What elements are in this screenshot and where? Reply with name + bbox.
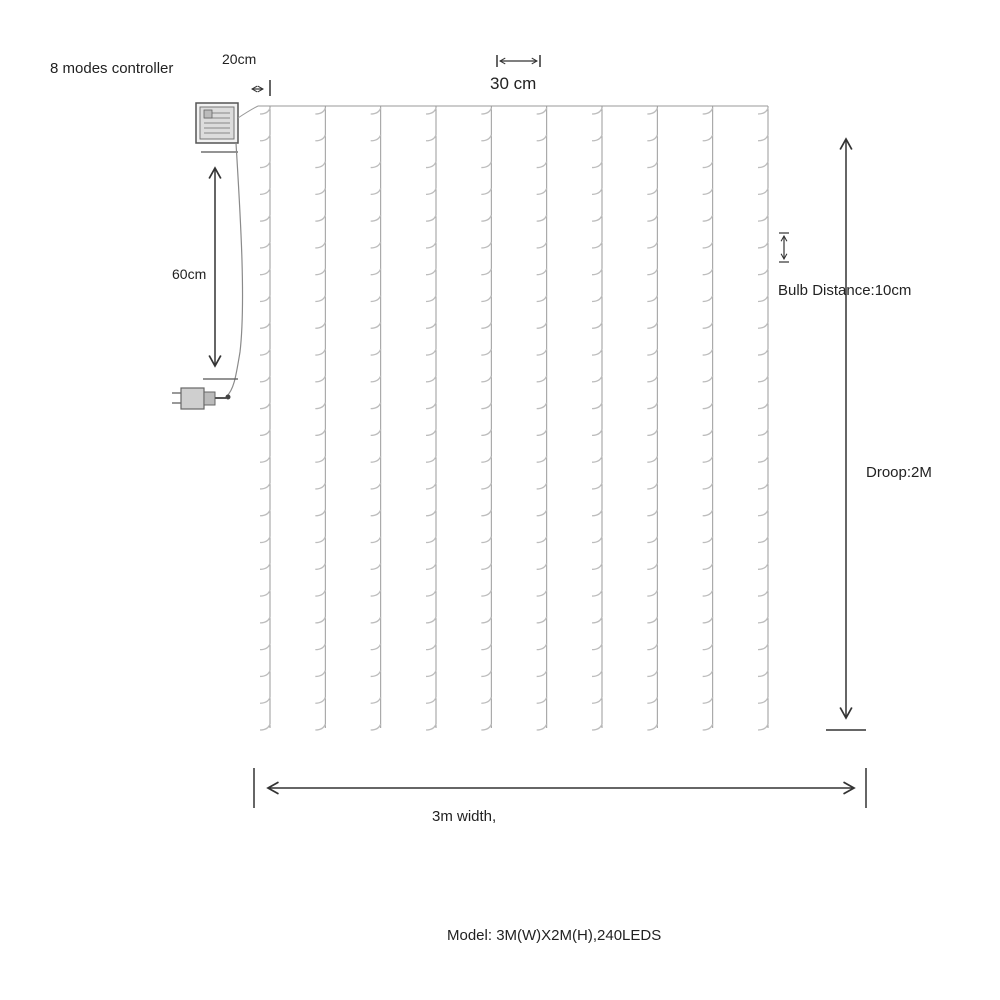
led-bulb	[260, 135, 270, 141]
light-strand	[647, 106, 657, 730]
led-bulb	[426, 510, 436, 516]
led-bulb	[647, 108, 657, 114]
light-strand	[315, 106, 325, 730]
led-bulb	[481, 269, 491, 275]
light-strand	[758, 106, 768, 730]
light-strand	[481, 106, 491, 730]
led-bulb	[481, 403, 491, 409]
led-bulb	[481, 429, 491, 435]
led-bulb	[592, 108, 602, 114]
led-bulb	[703, 724, 713, 730]
led-bulb	[371, 510, 381, 516]
led-bulb	[481, 215, 491, 221]
led-bulb	[647, 537, 657, 543]
led-bulb	[703, 483, 713, 489]
led-bulb	[371, 349, 381, 355]
led-bulb	[426, 108, 436, 114]
led-bulb	[592, 429, 602, 435]
led-bulb	[592, 162, 602, 168]
led-bulb	[647, 724, 657, 730]
led-bulb	[647, 483, 657, 489]
led-bulb	[481, 617, 491, 623]
led-bulb	[647, 403, 657, 409]
led-bulb	[758, 590, 768, 596]
led-bulb	[426, 215, 436, 221]
led-bulb	[758, 510, 768, 516]
led-bulb	[260, 429, 270, 435]
led-bulb	[703, 697, 713, 703]
led-bulb	[260, 563, 270, 569]
led-bulb	[260, 590, 270, 596]
led-bulb	[481, 510, 491, 516]
led-bulb	[758, 403, 768, 409]
led-bulb	[371, 269, 381, 275]
led-bulb	[647, 162, 657, 168]
led-bulb	[758, 135, 768, 141]
led-bulb	[592, 322, 602, 328]
led-bulb	[703, 590, 713, 596]
led-bulb	[481, 295, 491, 301]
led-bulb	[647, 215, 657, 221]
led-bulb	[537, 429, 547, 435]
led-bulb	[537, 349, 547, 355]
led-bulb	[703, 456, 713, 462]
led-bulb	[426, 135, 436, 141]
led-bulb	[260, 724, 270, 730]
led-bulb	[426, 295, 436, 301]
led-bulb	[537, 108, 547, 114]
led-bulb	[537, 563, 547, 569]
led-bulb	[647, 135, 657, 141]
led-bulb	[426, 483, 436, 489]
led-bulb	[426, 456, 436, 462]
led-bulb	[315, 295, 325, 301]
led-bulb	[592, 242, 602, 248]
led-bulb	[758, 242, 768, 248]
led-bulb	[260, 162, 270, 168]
led-bulb	[371, 403, 381, 409]
led-bulb	[481, 162, 491, 168]
led-bulb	[647, 242, 657, 248]
led-bulb	[371, 537, 381, 543]
led-bulb	[315, 215, 325, 221]
led-bulb	[537, 483, 547, 489]
led-bulb	[592, 617, 602, 623]
led-bulb	[481, 724, 491, 730]
led-bulb	[260, 403, 270, 409]
led-bulb	[260, 269, 270, 275]
led-bulb	[758, 670, 768, 676]
led-bulb	[592, 644, 602, 650]
led-bulb	[537, 644, 547, 650]
led-bulb	[260, 108, 270, 114]
led-bulb	[758, 724, 768, 730]
led-bulb	[758, 697, 768, 703]
led-bulb	[371, 322, 381, 328]
led-bulb	[315, 724, 325, 730]
led-bulb	[371, 429, 381, 435]
led-bulb	[592, 697, 602, 703]
led-bulb	[703, 403, 713, 409]
led-bulb	[592, 135, 602, 141]
led-bulb	[371, 295, 381, 301]
led-bulb	[315, 456, 325, 462]
led-bulb	[426, 670, 436, 676]
led-bulb	[537, 242, 547, 248]
led-bulb	[647, 644, 657, 650]
led-bulb	[647, 322, 657, 328]
led-bulb	[758, 162, 768, 168]
led-bulb	[260, 483, 270, 489]
led-bulb	[260, 510, 270, 516]
led-bulb	[703, 670, 713, 676]
led-bulb	[592, 724, 602, 730]
led-bulb	[481, 563, 491, 569]
led-bulb	[592, 269, 602, 275]
led-bulb	[481, 135, 491, 141]
led-bulb	[592, 403, 602, 409]
led-bulb	[703, 269, 713, 275]
led-bulb	[703, 322, 713, 328]
led-bulb	[315, 188, 325, 194]
led-bulb	[315, 403, 325, 409]
led-bulb	[758, 322, 768, 328]
led-bulb	[592, 215, 602, 221]
led-bulb	[703, 188, 713, 194]
led-bulb	[371, 617, 381, 623]
led-bulb	[537, 456, 547, 462]
led-bulb	[371, 563, 381, 569]
led-bulb	[592, 670, 602, 676]
led-bulb	[371, 162, 381, 168]
led-bulb	[647, 590, 657, 596]
led-bulb	[703, 376, 713, 382]
led-bulb	[592, 590, 602, 596]
led-bulb	[371, 215, 381, 221]
led-bulb	[647, 349, 657, 355]
light-strands	[260, 106, 768, 730]
led-bulb	[260, 670, 270, 676]
led-bulb	[703, 349, 713, 355]
led-bulb	[647, 510, 657, 516]
model-label: Model: 3M(W)X2M(H),240LEDS	[447, 927, 662, 944]
led-bulb	[703, 295, 713, 301]
led-bulb	[315, 617, 325, 623]
led-bulb	[481, 242, 491, 248]
led-bulb	[315, 429, 325, 435]
led-bulb	[703, 135, 713, 141]
led-bulb	[537, 617, 547, 623]
led-bulb	[426, 269, 436, 275]
led-bulb	[426, 242, 436, 248]
led-bulb	[537, 403, 547, 409]
led-bulb	[260, 188, 270, 194]
led-bulb	[592, 188, 602, 194]
led-bulb	[315, 563, 325, 569]
led-bulb	[703, 242, 713, 248]
led-bulb	[481, 108, 491, 114]
led-bulb	[703, 215, 713, 221]
led-bulb	[647, 269, 657, 275]
width-label: 3m width,	[432, 808, 497, 825]
light-strand	[371, 106, 381, 730]
led-bulb	[703, 537, 713, 543]
led-bulb	[426, 349, 436, 355]
led-bulb	[592, 295, 602, 301]
led-bulb	[703, 429, 713, 435]
controller-box-icon	[196, 103, 238, 143]
led-bulb	[481, 322, 491, 328]
led-bulb	[592, 456, 602, 462]
led-bulb	[315, 537, 325, 543]
led-bulb	[758, 269, 768, 275]
led-bulb	[260, 322, 270, 328]
led-bulb	[426, 188, 436, 194]
led-bulb	[703, 108, 713, 114]
led-bulb	[592, 349, 602, 355]
led-bulb	[647, 697, 657, 703]
led-bulb	[315, 590, 325, 596]
led-bulb	[371, 242, 381, 248]
led-bulb	[260, 456, 270, 462]
led-bulb	[481, 670, 491, 676]
led-bulb	[426, 724, 436, 730]
led-bulb	[315, 269, 325, 275]
light-strand	[260, 106, 270, 730]
led-bulb	[647, 376, 657, 382]
led-bulb	[758, 644, 768, 650]
led-bulb	[315, 135, 325, 141]
led-bulb	[537, 188, 547, 194]
led-bulb	[371, 697, 381, 703]
led-bulb	[537, 322, 547, 328]
led-bulb	[426, 617, 436, 623]
led-bulb	[537, 135, 547, 141]
led-bulb	[315, 108, 325, 114]
led-bulb	[758, 349, 768, 355]
led-bulb	[758, 188, 768, 194]
led-bulb	[481, 590, 491, 596]
bulb-distance-label: Bulb Distance:10cm	[778, 282, 912, 299]
led-bulb	[481, 456, 491, 462]
led-bulb	[537, 724, 547, 730]
led-bulb	[315, 697, 325, 703]
light-strand	[703, 106, 713, 730]
droop-label: Droop:2M	[866, 464, 932, 481]
led-bulb	[703, 162, 713, 168]
led-bulb	[481, 697, 491, 703]
led-bulb	[592, 563, 602, 569]
led-bulb	[481, 644, 491, 650]
led-bulb	[260, 242, 270, 248]
cable-length-label: 60cm	[172, 266, 207, 282]
led-bulb	[371, 456, 381, 462]
led-bulb	[537, 510, 547, 516]
led-bulb	[371, 376, 381, 382]
led-bulb	[481, 483, 491, 489]
strand-spacing-indicator	[497, 55, 540, 67]
led-bulb	[481, 537, 491, 543]
led-bulb	[315, 349, 325, 355]
led-bulb	[537, 697, 547, 703]
led-bulb	[647, 429, 657, 435]
led-bulb	[315, 322, 325, 328]
led-bulb	[537, 295, 547, 301]
led-bulb	[260, 295, 270, 301]
led-bulb	[537, 590, 547, 596]
led-bulb	[537, 376, 547, 382]
controller-label: 8 modes controller	[50, 60, 174, 77]
led-bulb	[647, 456, 657, 462]
led-bulb	[371, 483, 381, 489]
controller-to-bus-wire	[238, 106, 258, 118]
led-bulb	[758, 295, 768, 301]
led-bulb	[758, 537, 768, 543]
led-bulb	[426, 403, 436, 409]
light-strand	[592, 106, 602, 730]
light-strand	[426, 106, 436, 730]
led-bulb	[758, 108, 768, 114]
led-bulb	[592, 376, 602, 382]
led-bulb	[592, 483, 602, 489]
led-bulb	[703, 563, 713, 569]
led-bulb	[371, 644, 381, 650]
led-bulb	[260, 537, 270, 543]
led-bulb	[592, 537, 602, 543]
power-cable	[226, 143, 243, 397]
led-bulb	[260, 215, 270, 221]
led-bulb	[758, 483, 768, 489]
led-bulb	[758, 376, 768, 382]
led-bulb	[371, 108, 381, 114]
led-bulb	[426, 537, 436, 543]
led-bulb	[426, 376, 436, 382]
led-bulb	[371, 188, 381, 194]
led-bulb	[315, 644, 325, 650]
led-bulb	[371, 590, 381, 596]
led-bulb	[260, 376, 270, 382]
led-bulb	[260, 644, 270, 650]
led-bulb	[537, 269, 547, 275]
led-bulb	[315, 510, 325, 516]
led-bulb	[426, 162, 436, 168]
led-bulb	[592, 510, 602, 516]
led-bulb	[426, 644, 436, 650]
led-bulb	[537, 670, 547, 676]
led-bulb	[371, 724, 381, 730]
led-bulb	[758, 215, 768, 221]
led-bulb	[758, 617, 768, 623]
led-bulb	[647, 563, 657, 569]
led-bulb	[371, 670, 381, 676]
led-bulb	[647, 188, 657, 194]
led-bulb	[315, 670, 325, 676]
led-bulb	[481, 376, 491, 382]
led-bulb	[426, 697, 436, 703]
lead-spacing-indicator	[252, 80, 270, 96]
led-bulb	[481, 349, 491, 355]
led-bulb	[260, 617, 270, 623]
led-bulb	[426, 590, 436, 596]
led-bulb	[537, 162, 547, 168]
strand-spacing-label: 30 cm	[490, 74, 537, 93]
power-plug-icon	[172, 388, 231, 409]
led-bulb	[647, 617, 657, 623]
led-bulb	[758, 456, 768, 462]
led-bulb	[758, 563, 768, 569]
led-bulb	[426, 429, 436, 435]
led-bulb	[481, 188, 491, 194]
led-bulb	[315, 162, 325, 168]
led-bulb	[703, 510, 713, 516]
led-bulb	[426, 563, 436, 569]
led-bulb	[537, 537, 547, 543]
led-bulb	[371, 135, 381, 141]
led-bulb	[315, 242, 325, 248]
led-bulb	[703, 644, 713, 650]
led-bulb	[703, 617, 713, 623]
led-bulb	[647, 670, 657, 676]
led-bulb	[260, 349, 270, 355]
led-bulb	[758, 429, 768, 435]
bulb-distance-indicator	[779, 233, 789, 262]
led-bulb	[315, 376, 325, 382]
led-bulb	[647, 295, 657, 301]
led-bulb	[426, 322, 436, 328]
led-bulb	[537, 215, 547, 221]
light-strand	[537, 106, 547, 730]
led-bulb	[315, 483, 325, 489]
led-bulb	[260, 697, 270, 703]
lead-spacing-label: 20cm	[222, 51, 257, 67]
